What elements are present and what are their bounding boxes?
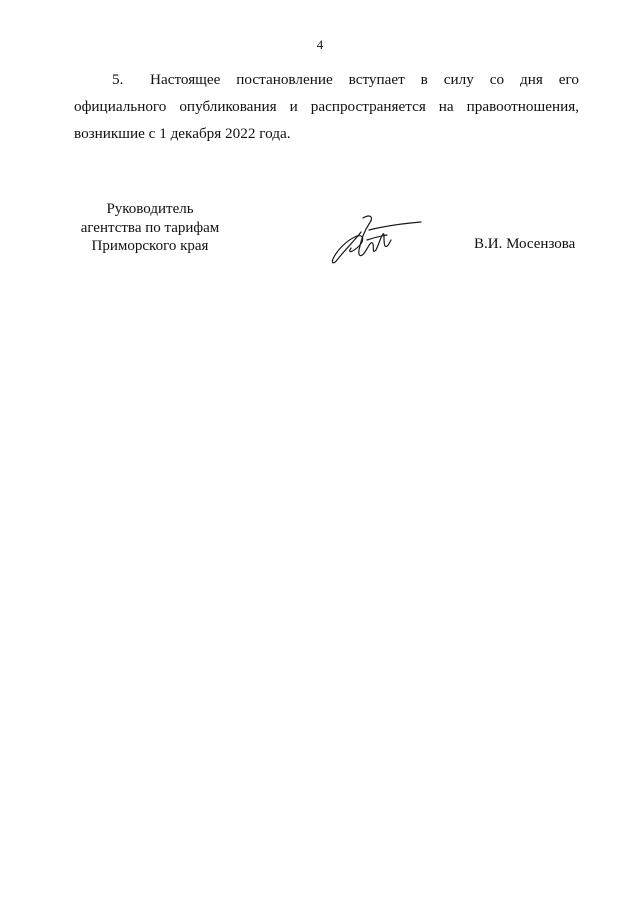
clause-number: 5.: [112, 71, 124, 88]
signatory-title: [72, 200, 228, 256]
page-number: 4: [316, 37, 324, 52]
signatory-title-line-1: Руководитель: [106, 201, 194, 217]
signer-name: В.И. Мосензова: [474, 236, 576, 252]
signatory-title-line-3: Приморского края: [91, 238, 209, 254]
signatory-title-line-2: агентства по тарифам: [80, 219, 220, 236]
clause-text: Настоящее постановление вступает в силу со дня его официального опубликования и распространяется на правоотношения, возникшие с 1 декабря 2022 года.: [74, 71, 579, 142]
clause-paragraph: [74, 66, 579, 147]
signature-icon: [325, 210, 425, 266]
